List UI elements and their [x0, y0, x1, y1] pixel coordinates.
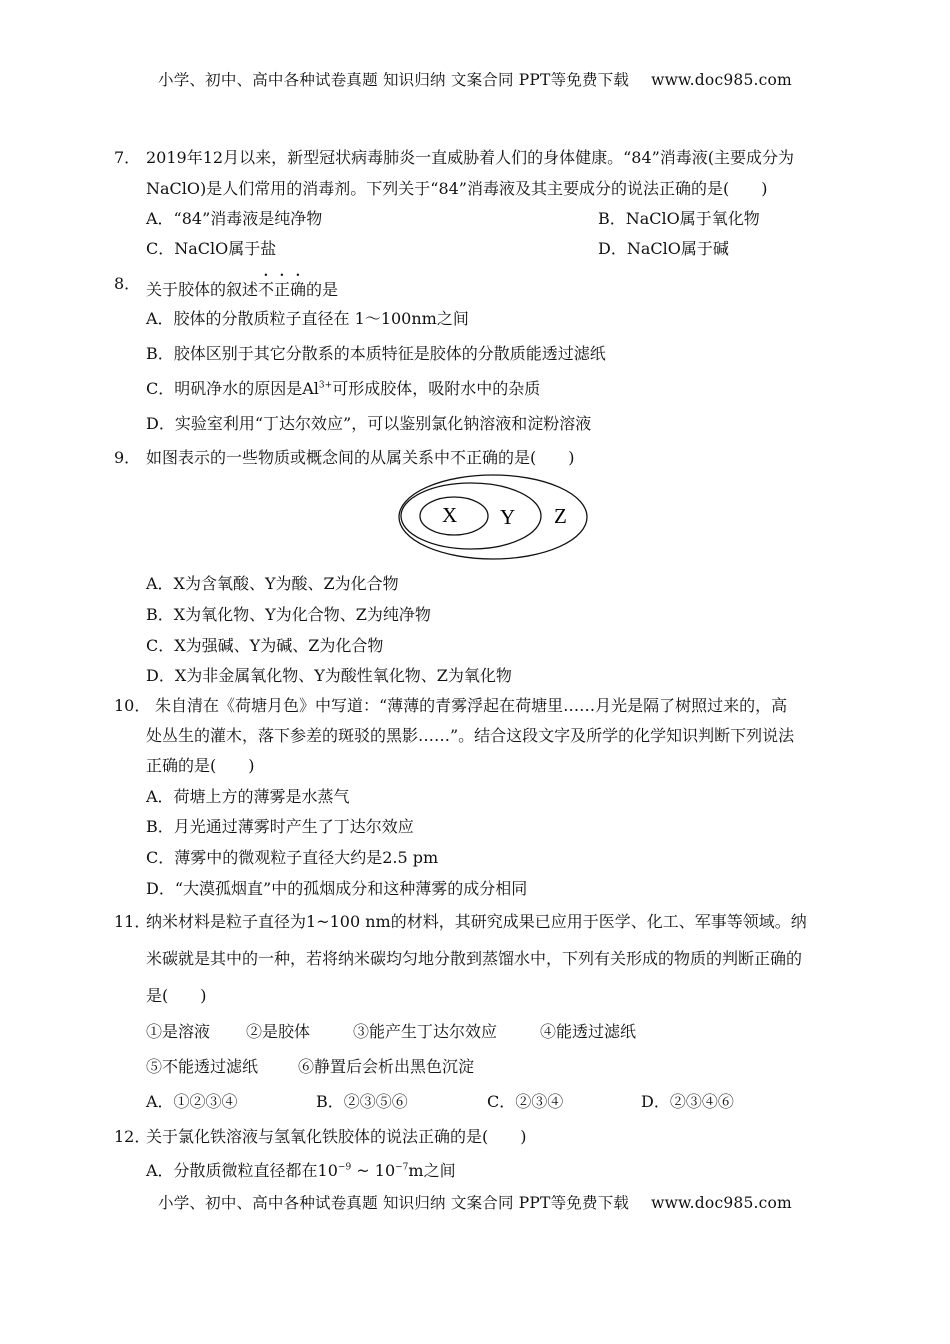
q11-stem-line2: 米碳就是其中的一种，若将纳米碳均匀地分散到蒸馏水中，下列有关形成的物质的判断正确的	[146, 949, 803, 968]
header-url[interactable]: www.doc985.com	[651, 71, 792, 89]
q11-statement-1: ①是溶液	[146, 1022, 211, 1041]
q12-number: 12．	[114, 1127, 151, 1146]
q10-option-c: C．薄雾中的微观粒子直径大约是2.5 pm	[146, 848, 439, 867]
venn-label-y: Y	[500, 505, 516, 529]
q7-number: 7．	[114, 148, 141, 167]
q7-option-b: B．NaClO属于氧化物	[598, 209, 760, 228]
q11-option-d: D．②③④⑥	[641, 1092, 734, 1111]
q9-stem: 如图表示的一些物质或概念间的从属关系中不正确的是( )	[146, 448, 575, 467]
q9-option-c: C．X为强碱、Y为碱、Z为化合物	[146, 636, 384, 655]
venn-label-x: X	[442, 503, 458, 527]
q9-option-a: A．X为含氧酸、Y为酸、Z为化合物	[146, 574, 399, 593]
q8-emphasis-not-correct: 不正确	[258, 280, 307, 299]
q8-option-c: C．明矾净水的原因是$Al^{3+}$可形成胶体，吸附水中的杂质	[146, 379, 541, 398]
q8-stem: 关于胶体的叙述不正确的是	[146, 280, 339, 299]
q11-option-b: B．②③⑤⑥	[316, 1092, 408, 1111]
q8-option-b: B．胶体区别于其它分散系的本质特征是胶体的分散质能透过滤纸	[146, 344, 606, 363]
q8-option-d: D．实验室利用“丁达尔效应”，可以鉴别氯化钠溶液和淀粉溶液	[146, 414, 592, 433]
footer-text: 小学、初中、高中各种试卷真题 知识归纳 文案合同 PPT等免费下载	[158, 1194, 630, 1212]
page-header	[0, 68, 950, 90]
q11-stem-line3: 是( )	[146, 986, 207, 1005]
q11-statement-5: ⑤不能透过滤纸	[146, 1057, 259, 1076]
q11-stem-line1: 纳米材料是粒子直径为1~100 nm的材料，其研究成果已应用于医学、化工、军事等领域。纳	[146, 912, 807, 931]
q9-number: 9．	[114, 448, 141, 467]
q10-stem-line1: 朱自清在《荷塘月色》中写道：“薄薄的青雾浮起在荷塘里……月光是隔了树照过来的，高	[155, 696, 788, 715]
q7-stem-line2: NaClO)是人们常用的消毒剂。下列关于“84”消毒液及其主要成分的说法正确的是( )	[146, 179, 768, 198]
q10-number: 10．	[114, 696, 151, 715]
footer-url[interactable]: www.doc985.com	[651, 1194, 792, 1212]
venn-diagram	[396, 472, 590, 562]
header-text: 小学、初中、高中各种试卷真题 知识归纳 文案合同 PPT等免费下载	[158, 71, 630, 89]
venn-label-z: Z	[554, 504, 567, 528]
q11-statement-6: ⑥静置后会析出黑色沉淀	[298, 1057, 475, 1076]
q11-statement-4: ④能透过滤纸	[540, 1022, 637, 1041]
q10-option-d: D．“大漠孤烟直”中的孤烟成分和这种薄雾的成分相同	[146, 879, 528, 898]
page-footer	[0, 1191, 950, 1213]
q7-option-d: D．NaClO属于碱	[598, 239, 729, 258]
q11-statement-3: ③能产生丁达尔效应	[353, 1022, 498, 1041]
q9-option-b: B．X为氧化物、Y为化合物、Z为纯净物	[146, 605, 431, 624]
q10-option-a: A．荷塘上方的薄雾是水蒸气	[146, 787, 350, 806]
q7-option-c: C．NaClO属于盐	[146, 239, 277, 258]
q9-option-d: D．X为非金属氧化物、Y为酸性氧化物、Z为氧化物	[146, 666, 512, 685]
q7-stem-line1: 2019年12月以来，新型冠状病毒肺炎一直威胁着人们的身体健康。“84”消毒液(主要成分为	[146, 148, 795, 167]
q11-option-c: C．②③④	[487, 1092, 564, 1111]
venn-middle-ellipse-y	[401, 483, 541, 549]
q11-number: 11．	[114, 912, 151, 931]
q8-option-a: A．胶体的分散质粒子直径在 1～100nm之间	[146, 309, 469, 328]
q10-stem-line2: 处丛生的灌木，落下参差的斑驳的黑影……”。结合这段文字及所学的化学知识判断下列说法	[146, 726, 795, 745]
q7-option-a: A．“84”消毒液是纯净物	[146, 209, 323, 228]
q8-number: 8．	[114, 274, 141, 293]
q12-option-a: A．分散质微粒直径都在$10^{-9}$ ~ $10^{-7}m$之间	[146, 1161, 456, 1180]
q10-option-b: B．月光通过薄雾时产生了丁达尔效应	[146, 817, 414, 836]
q11-statement-2: ②是胶体	[246, 1022, 311, 1041]
q12-stem: 关于氯化铁溶液与氢氧化铁胶体的说法正确的是( )	[146, 1127, 527, 1146]
q11-option-a: A．①②③④	[146, 1092, 238, 1111]
q10-stem-line3: 正确的是( )	[146, 756, 255, 775]
